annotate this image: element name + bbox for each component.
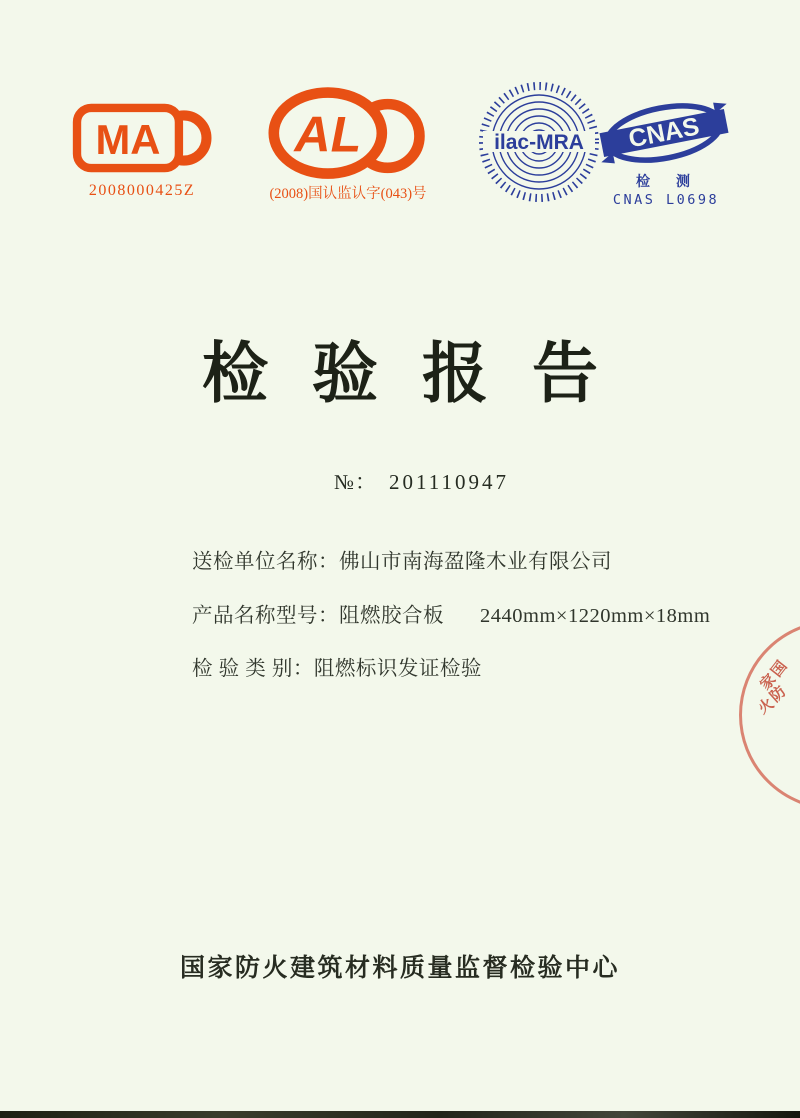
cnas-letters: CNAS: [626, 112, 702, 154]
red-seal-char: 国: [767, 657, 791, 681]
cma-letters: MA: [95, 115, 161, 163]
field-value: 阻燃胶合板: [339, 605, 444, 627]
field-spec-value: 2440mm×1220mm×18mm: [480, 605, 711, 627]
ilac-mra-logo-icon: [477, 80, 601, 204]
red-seal-char: 防: [766, 682, 790, 706]
field-submitting-unit: [192, 544, 612, 574]
cnas-logo-icon: [598, 92, 730, 174]
issuing-organization: 国家防火建筑材料质量监督检验中心: [179, 954, 620, 982]
field-label: 检 验 类 别：: [192, 658, 314, 680]
field-label: 产品名称型号：: [192, 605, 339, 627]
red-seal-char: 家: [756, 670, 780, 694]
report-number-line: [334, 466, 509, 496]
cnas-accreditation-number: CNAS L0698: [612, 192, 720, 208]
red-seal-stamp: [723, 616, 800, 816]
cal-approval-number: (2008)国认监认字(043)号: [269, 186, 427, 202]
cma-logo-icon: [72, 100, 214, 176]
cnas-caption-cn: 检 测: [636, 173, 696, 189]
page-title: 检验报告: [202, 336, 642, 410]
cal-logo-icon: [268, 86, 432, 184]
cal-letters: AL: [294, 106, 362, 163]
ilac-mra-label: ilac-MRA: [494, 131, 584, 154]
cma-cert-number: 2008000425Z: [88, 182, 196, 199]
field-value: 佛山市南海盈隆木业有限公司: [339, 551, 612, 573]
field-product-name-model: [192, 598, 710, 628]
field-value: 阻燃标识发证检验: [313, 658, 482, 680]
scan-edge-strip: [0, 1111, 800, 1118]
report-number-label: №：: [334, 470, 378, 494]
red-seal-char: 火: [755, 695, 778, 718]
cnas-caption: [600, 171, 732, 208]
field-label: 送检单位名称：: [192, 551, 339, 573]
red-seal-ring: [739, 620, 800, 810]
report-number-value: 201110947: [389, 470, 509, 494]
field-inspection-category: [192, 651, 482, 681]
